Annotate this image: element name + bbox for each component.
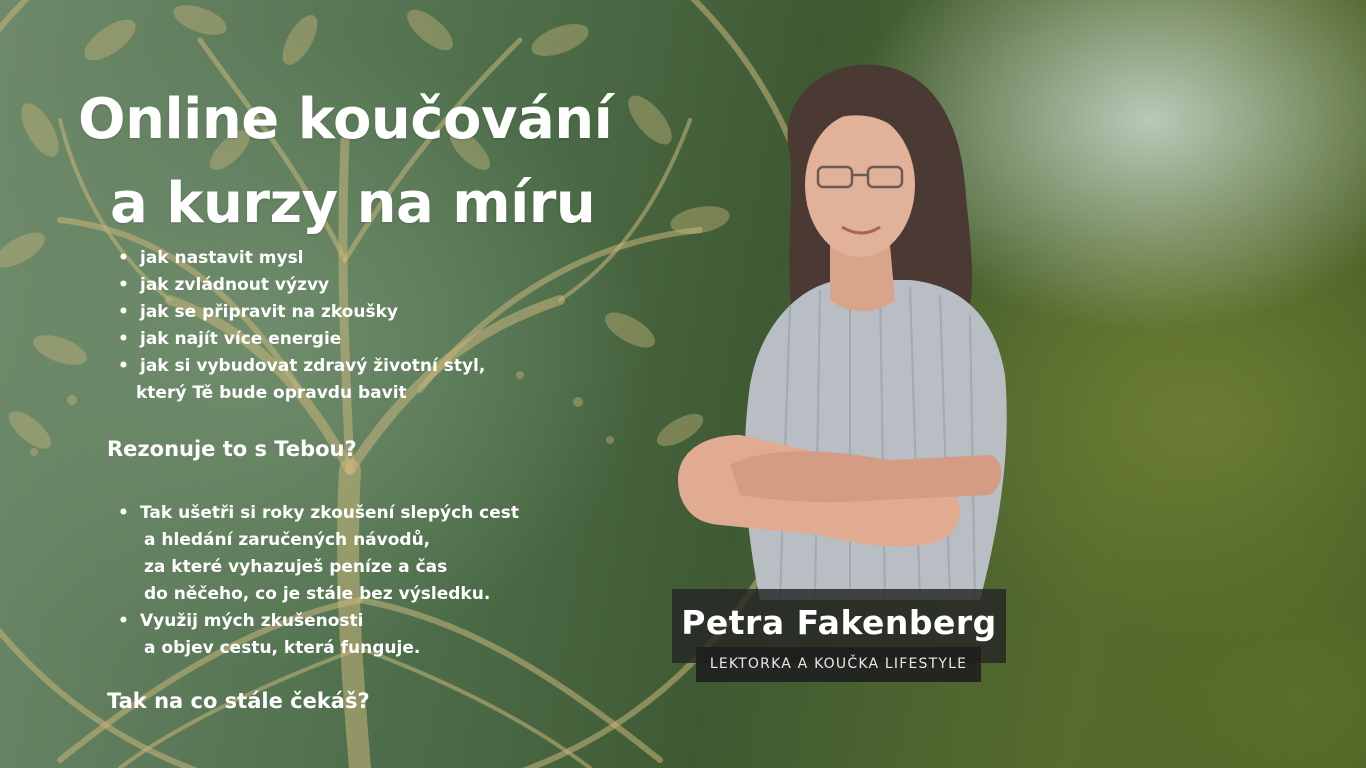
person-role: LEKTORKA A KOUČKA LIFESTYLE xyxy=(709,656,968,672)
person-name: Petra Fakenberg xyxy=(681,603,997,642)
page-title-line-2: a kurzy na míru xyxy=(110,171,596,236)
offer-list xyxy=(116,500,636,662)
list-item: • jak si vybudovat zdravý životní styl, xyxy=(116,353,596,380)
list-item-continuation: za které vyhazuješ peníze a čas xyxy=(144,557,448,577)
list-item: • jak se připravit na zkoušky xyxy=(116,299,596,326)
list-item-continuation: a hledání zaručených návodů, xyxy=(144,530,431,550)
list-item: • jak nastavit mysl xyxy=(116,245,596,272)
page-title xyxy=(78,78,638,246)
list-item-continuation: do něčeho, co je stále bez výsledku. xyxy=(144,584,491,604)
page-title-line-1: Online koučování xyxy=(78,87,613,152)
list-item: • Tak ušetři si roky zkoušení slepých cest xyxy=(116,500,636,527)
call-to-action-question: Tak na co stále čekáš? xyxy=(107,689,370,713)
list-item: • jak zvládnout výzvy xyxy=(116,272,596,299)
question-heading: Rezonuje to s Tebou? xyxy=(107,437,357,461)
portrait-photo xyxy=(660,55,1020,600)
list-item: • Využij mých zkušenosti xyxy=(116,608,636,635)
list-item-continuation: a objev cestu, která funguje. xyxy=(144,638,421,658)
list-item-continuation: který Tě bude opravdu bavit xyxy=(136,383,407,403)
benefits-list xyxy=(116,245,596,407)
list-item: • jak najít více energie xyxy=(116,326,596,353)
